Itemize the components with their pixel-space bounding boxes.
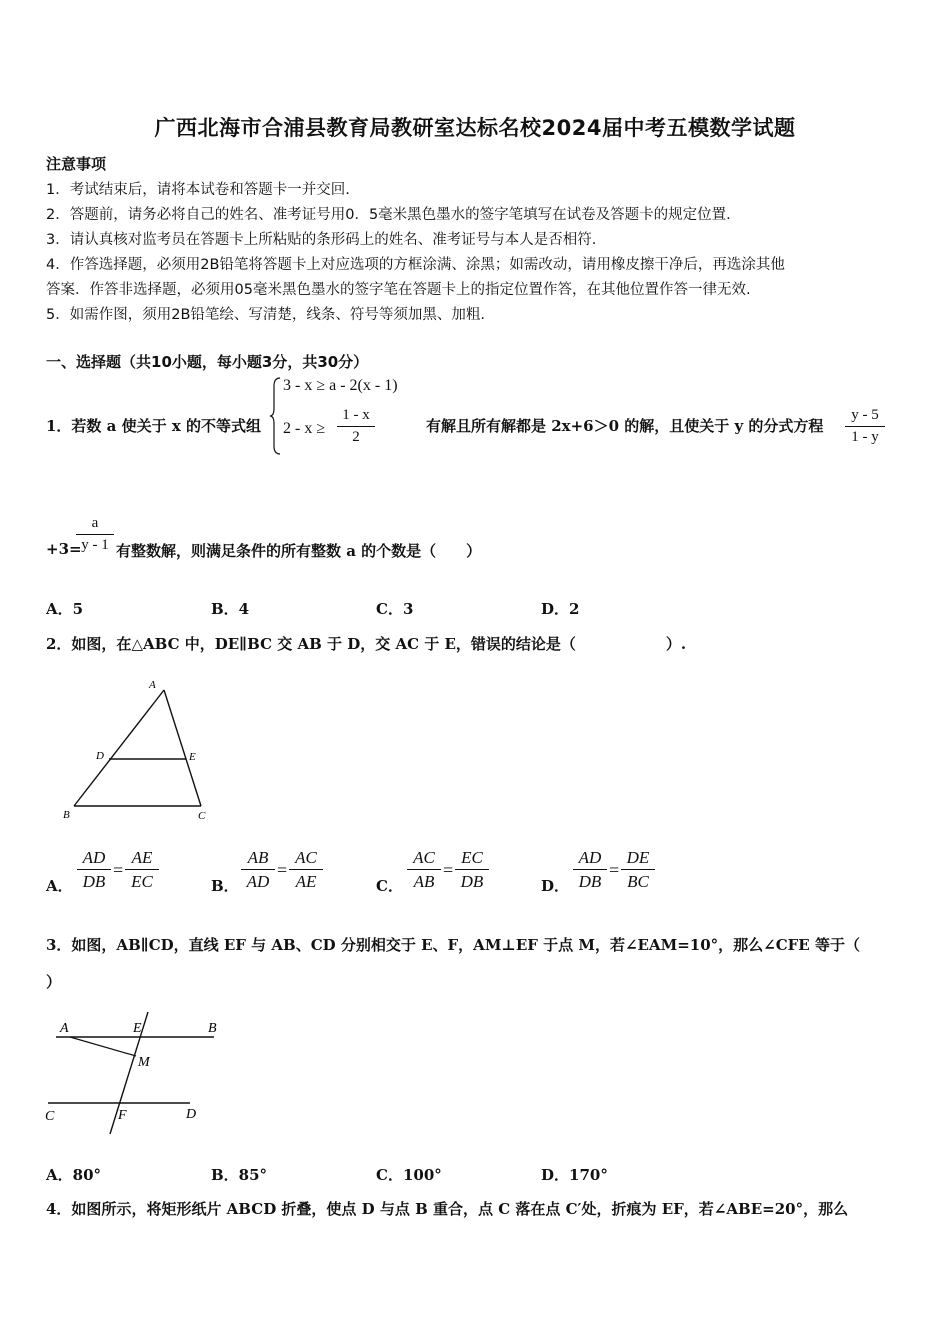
q2-option-b-frac-right	[289, 847, 323, 894]
q2-label-e: E	[189, 751, 196, 763]
q1-ineq-frac-den: 2	[352, 429, 360, 445]
frac-den: DB	[460, 872, 484, 891]
q1-line2-prefix: +3=	[46, 540, 82, 558]
frac-den: AE	[295, 872, 317, 891]
q2-side-ab	[74, 690, 164, 806]
q2-option-b-frac-left	[241, 847, 275, 894]
q2-option-c-frac-left	[407, 847, 441, 894]
q2-option-c-frac-right	[455, 847, 489, 894]
q2-option-b-letter: B．	[211, 877, 239, 895]
note-item-5: 5．如需作图，须用2B铅笔绘、写清楚，线条、符号等须加黑、加粗.	[46, 307, 486, 323]
q3-option-a: A．80°	[46, 1166, 102, 1184]
q2-label-b: B	[63, 809, 70, 821]
q3-label-d: D	[186, 1107, 197, 1122]
q1-fraction-1	[845, 405, 885, 448]
frac-den: DB	[578, 872, 602, 891]
frac-num: DE	[621, 847, 655, 870]
frac-num: AC	[289, 847, 323, 870]
q3-text-cont: ）	[46, 973, 62, 991]
frac-den: EC	[131, 872, 153, 891]
q2-label-a: A	[149, 679, 156, 691]
q1-middle-text: 有解且所有解都是 2x+6＞0 的解，且使关于 y 的分式方程	[426, 417, 824, 435]
q1-inequality-1: 3 - x ≥ a - 2(x - 1)	[283, 377, 398, 394]
q1-frac2-num: a	[76, 513, 114, 535]
frac-num: AE	[125, 847, 159, 870]
frac-den: AB	[413, 872, 435, 891]
page-title: 广西北海市合浦县教育局教研室达标名校2024届中考五模数学试题	[154, 116, 796, 140]
q2-text: 2．如图，在△ABC 中，DE∥BC 交 AB 于 D，交 AC 于 E，错误的结论是（ ）.	[46, 635, 687, 653]
q2-option-d-letter: D．	[541, 877, 570, 895]
note-item-3: 3．请认真核对监考员在答题卡上所粘贴的条形码上的姓名、准考证号与本人是否相符.	[46, 232, 597, 248]
q1-prefix: 1．若数 a 使关于 x 的不等式组	[46, 417, 261, 435]
q2-option-c-letter: C．	[376, 877, 403, 895]
q3-option-b: B．85°	[211, 1166, 268, 1184]
q1-line2-suffix: 有整数解，则满足条件的所有整数 a 的个数是（ ）	[116, 542, 482, 560]
note-item-2: 2．答题前，请务必将自己的姓名、准考证号用0．5毫米黑色墨水的签字笔填写在试卷及答题卡的规定位置.	[46, 207, 731, 223]
q3-line-ef	[110, 1012, 148, 1134]
q2-label-c: C	[198, 810, 206, 822]
note-item-1: 1．考试结束后，请将本试卷和答题卡一并交回.	[46, 182, 350, 198]
q2-side-ac	[164, 690, 201, 806]
q3-label-c: C	[45, 1109, 55, 1124]
frac-den: DB	[82, 872, 106, 891]
q2-option-a-frac-right	[125, 847, 159, 894]
frac-num: EC	[455, 847, 489, 870]
q3-option-d: D．170°	[541, 1166, 608, 1184]
q1-frac1-num: y - 5	[845, 405, 885, 427]
q2-option-a-letter: A．	[46, 877, 73, 895]
q3-text: 3．如图，AB∥CD，直线 EF 与 AB、CD 分别相交于 E、F，AM⊥EF 于点 M，若∠EAM=10°，那么∠CFE 等于（	[46, 936, 860, 954]
q1-option-d: D．2	[541, 600, 580, 618]
section-heading: 一、选择题（共10小题，每小题3分，共30分）	[46, 353, 369, 371]
q1-ineq-frac-num: 1 - x	[337, 405, 375, 427]
q1-option-c: C．3	[376, 600, 414, 618]
q2-option-d-frac-left	[573, 847, 607, 894]
q2-option-d-frac-right	[621, 847, 655, 894]
q2-option-a-eq: =	[113, 860, 124, 880]
q1-brace	[270, 376, 282, 456]
q2-option-c-eq: =	[443, 860, 454, 880]
q1-inequality-2-fraction	[337, 405, 375, 448]
q3-label-e: E	[133, 1021, 142, 1036]
q1-frac2-den: y - 1	[81, 537, 109, 553]
frac-num: AC	[407, 847, 441, 870]
q1-frac1-den: 1 - y	[851, 429, 879, 445]
q2-option-a-frac-left	[77, 847, 111, 894]
q1-option-b: B．4	[211, 600, 250, 618]
q3-label-a: A	[60, 1021, 69, 1036]
note-item-4: 4．作答选择题，必须用2B铅笔将答题卡上对应选项的方框涂满、涂黑；如需改动，请用橡皮擦干净后，再选涂其他	[46, 257, 785, 273]
q3-parallel-lines-figure	[42, 1010, 226, 1140]
frac-num: AD	[77, 847, 111, 870]
frac-den: BC	[627, 872, 649, 891]
q4-text: 4．如图所示，将矩形纸片 ABCD 折叠，使点 D 与点 B 重合，点 C 落在点 C′处，折痕为 EF，若∠ABE=20°，那么	[46, 1200, 849, 1218]
q1-inequality-2-left: 2 - x ≥	[283, 420, 326, 437]
frac-num: AD	[573, 847, 607, 870]
q3-label-b: B	[208, 1021, 217, 1036]
q1-fraction-2	[76, 513, 114, 556]
note-item-4-cont: 答案．作答非选择题，必须用05毫米黑色墨水的签字笔在答题卡上的指定位置作答，在其他位置作答一律无效.	[46, 282, 751, 298]
frac-num: AB	[241, 847, 275, 870]
q2-option-b-eq: =	[277, 860, 288, 880]
notes-heading: 注意事项	[46, 155, 107, 173]
frac-den: AD	[246, 872, 270, 891]
q3-segment-am	[70, 1037, 136, 1056]
q3-label-m: M	[138, 1055, 150, 1070]
q3-option-c: C．100°	[376, 1166, 442, 1184]
q1-option-a: A．5	[46, 600, 84, 618]
q2-triangle-figure	[56, 670, 216, 830]
q2-label-d: D	[96, 750, 104, 762]
q3-label-f: F	[118, 1108, 127, 1123]
q2-option-d-eq: =	[609, 860, 620, 880]
